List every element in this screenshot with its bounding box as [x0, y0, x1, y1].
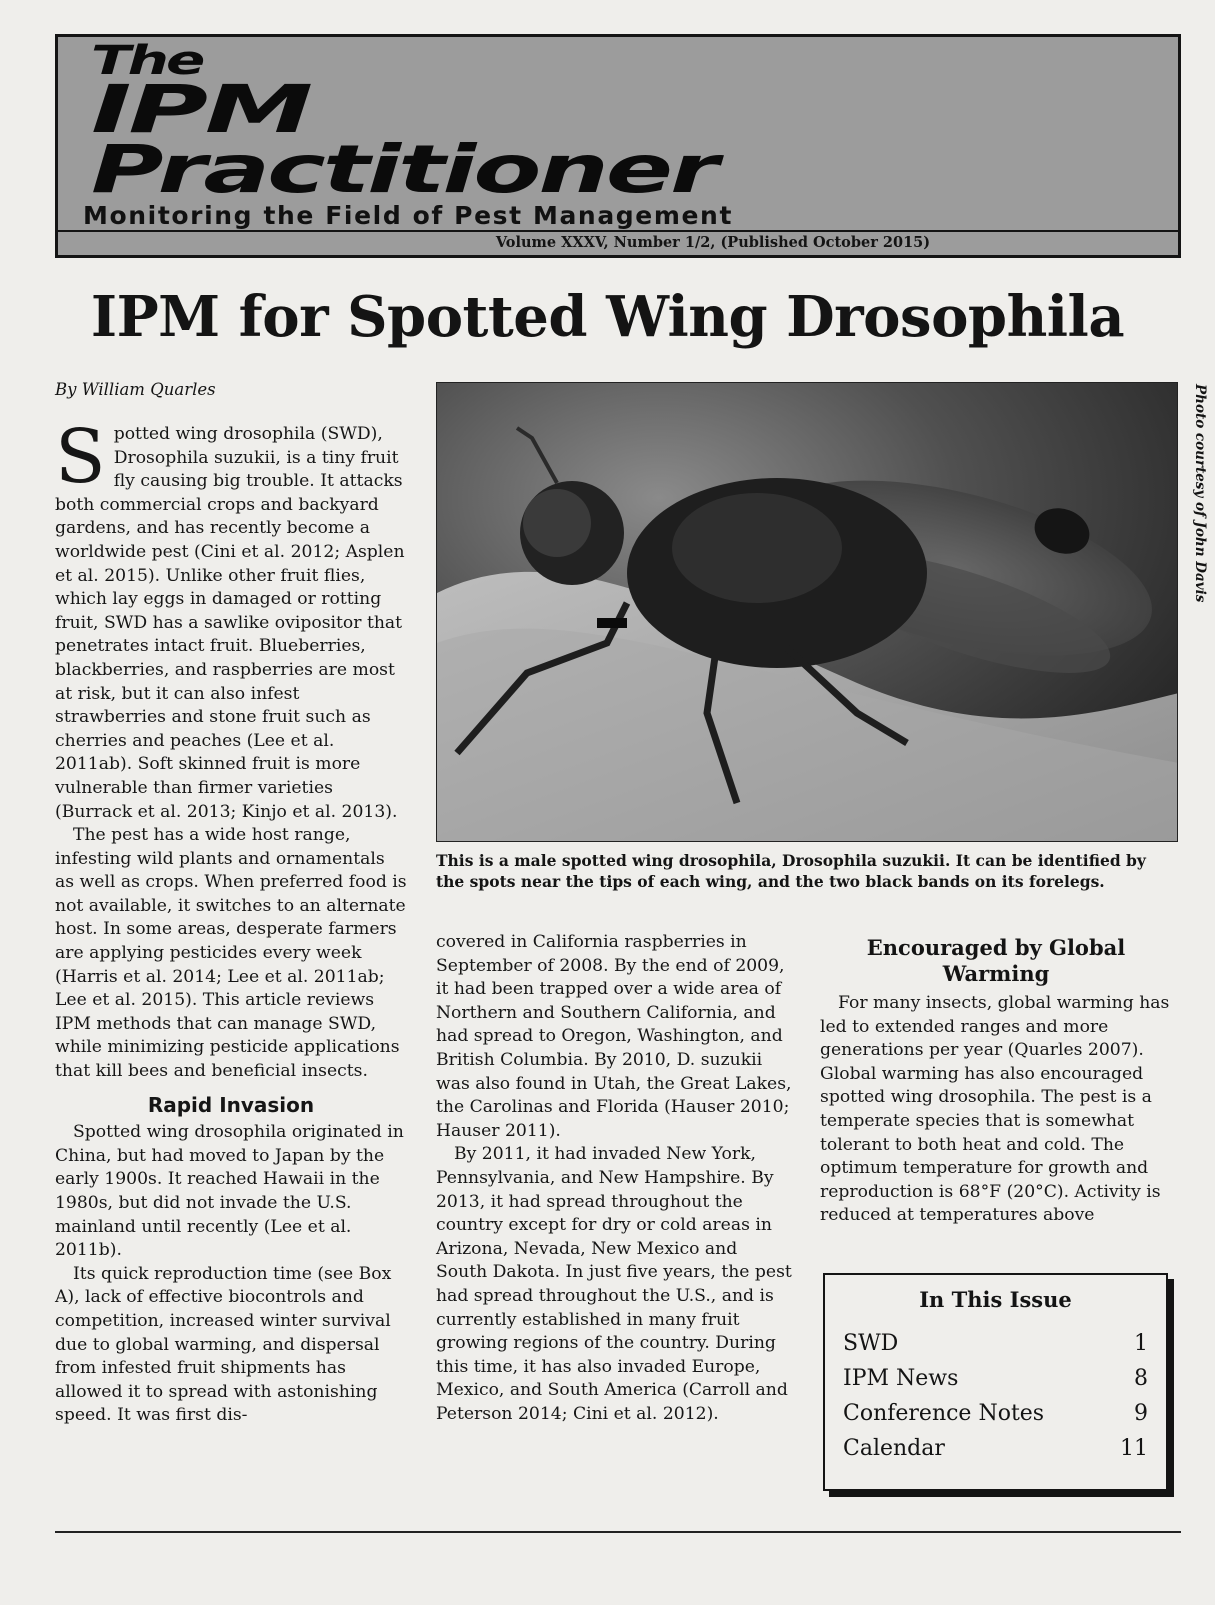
toc-item-label: SWD [843, 1331, 899, 1356]
in-this-issue-box [823, 1273, 1168, 1491]
section-heading-rapid-invasion: Rapid Invasion [147, 1092, 315, 1117]
paragraph: By 2011, it had invaded New York, Pennsylvania, and New Hampshire. By 2013, it had spread throughout the country except for dry or cold areas in Arizona, Nevada, New Mexico and South Dakota. In just five years, the pest had spread throughout the U.S., and is currently established in many fruit growing regions of the country. During this time, it has also invaded Europe, Mexico, and South America (Carroll and Peterson 2014; Cini et al. 2012). [436, 1144, 792, 1424]
byline: By William Quarles [55, 380, 216, 399]
toc-item[interactable] [843, 1396, 1148, 1431]
paragraph: covered in California raspberries in September of 2008. By the end of 2009, it had been trapped over a wide area of Northern and Southern California, and had spread to Oregon, Washington, and British Columbia. By 2010, D. suzukii was also found in Utah, the Great Lakes, the Carolinas and Florida (Hauser 2010; Hauser 2011). [436, 932, 792, 1141]
toc-item[interactable] [843, 1326, 1148, 1361]
drosophila-illustration [437, 383, 1178, 842]
fly-photo [436, 382, 1178, 842]
paragraph [55, 414, 407, 824]
toc-item-page: 11 [1120, 1436, 1148, 1461]
toc-item-page: 1 [1134, 1331, 1148, 1356]
paragraph: Its quick reproduction time (see Box A), lack of effective biocontrols and competition, increased winter survival due to global warming, and dispersal from infested fruit shipments has allowed it to spread with astonishing speed. It was first dis- [55, 1263, 392, 1426]
footer-rule [55, 1531, 1181, 1533]
photo-credit: Photo courtesy of John Davis [1192, 384, 1208, 603]
toc-item[interactable] [843, 1361, 1148, 1396]
paragraph-text: potted wing drosophila (SWD), Drosophila suzukii, is a tiny fruit fly causing big trouble. It attacks both commercial crops and backyard gardens, and has recently become a worldwide pest (Cini et al. 2012; Asplen et al. 2015). Unlike other fruit flies, which lay eggs in damaged or rotting fruit, SWD has a sawlike ovipositor that penetrates intact fruit. Blueberries, blackberries, and raspberries are most at risk, but it can also infest strawberries and stone fruit such as cherries and peaches (Lee et al. 2011ab). Soft skinned fruit is more vulnerable than firmer varieties (Burrack et al. 2013; Kinjo et al. 2013). [55, 424, 405, 822]
toc-item-label: Calendar [843, 1436, 945, 1461]
toc-title: In This Issue [919, 1287, 1072, 1312]
toc-item-label: IPM News [843, 1366, 959, 1391]
column-1 [55, 414, 407, 1428]
masthead [55, 34, 1181, 258]
toc-item[interactable] [843, 1431, 1148, 1466]
toc-item-label: Conference Notes [843, 1401, 1045, 1426]
toc-item-page: 8 [1134, 1366, 1148, 1391]
masthead-volume: Volume XXXV, Number 1/2, (Published October 2015) [58, 230, 1178, 255]
masthead-the: The [91, 38, 203, 84]
paragraph: The pest has a wide host range, infesting wild plants and ornamentals as well as crops. When preferred food is not available, it switches to an alternate host. In some areas, desperate farmers are applying pesticides every week (Harris et al. 2014; Lee et al. 2011ab; Lee et al. 2015). This article reviews IPM methods that can manage SWD, while minimizing pesticide applications that kill bees and beneficial insects. [55, 825, 407, 1082]
article-title: IPM for Spotted Wing Drosophila [90, 284, 1125, 350]
photo-caption: This is a male spotted wing drosophila, Drosophila suzukii. It can be identified by the spots near the tips of each wing, and the two black bands on its forelegs. [436, 851, 1146, 891]
masthead-practitioner: Practitioner [91, 131, 716, 208]
paragraph: For many insects, global warming has led to extended ranges and more generations per year (Quarles 2007). Global warming has also encouraged spotted wing drosophila. The pest is a temperate species that is somewhat tolerant to both heat and cold. The optimum temperature for growth and reproduction is 68°F (20°C). Activity is reduced at temperatures above [820, 993, 1170, 1226]
paragraph: Spotted wing drosophila originated in China, but had moved to Japan by the early 1900s. It reached Hawaii in the 1980s, but did not invade the U.S. mainland until recently (Lee et al. 2011b). [55, 1122, 404, 1261]
masthead-ipm: IPM [91, 71, 310, 148]
toc-item-page: 9 [1134, 1401, 1148, 1426]
column-2 [436, 931, 792, 1426]
column-3 [820, 992, 1172, 1228]
drop-cap: S [55, 414, 106, 500]
section-heading-global-warming: Encouraged by Global Warming [866, 935, 1126, 986]
masthead-subtitle: Monitoring the Field of Pest Management [83, 201, 734, 230]
